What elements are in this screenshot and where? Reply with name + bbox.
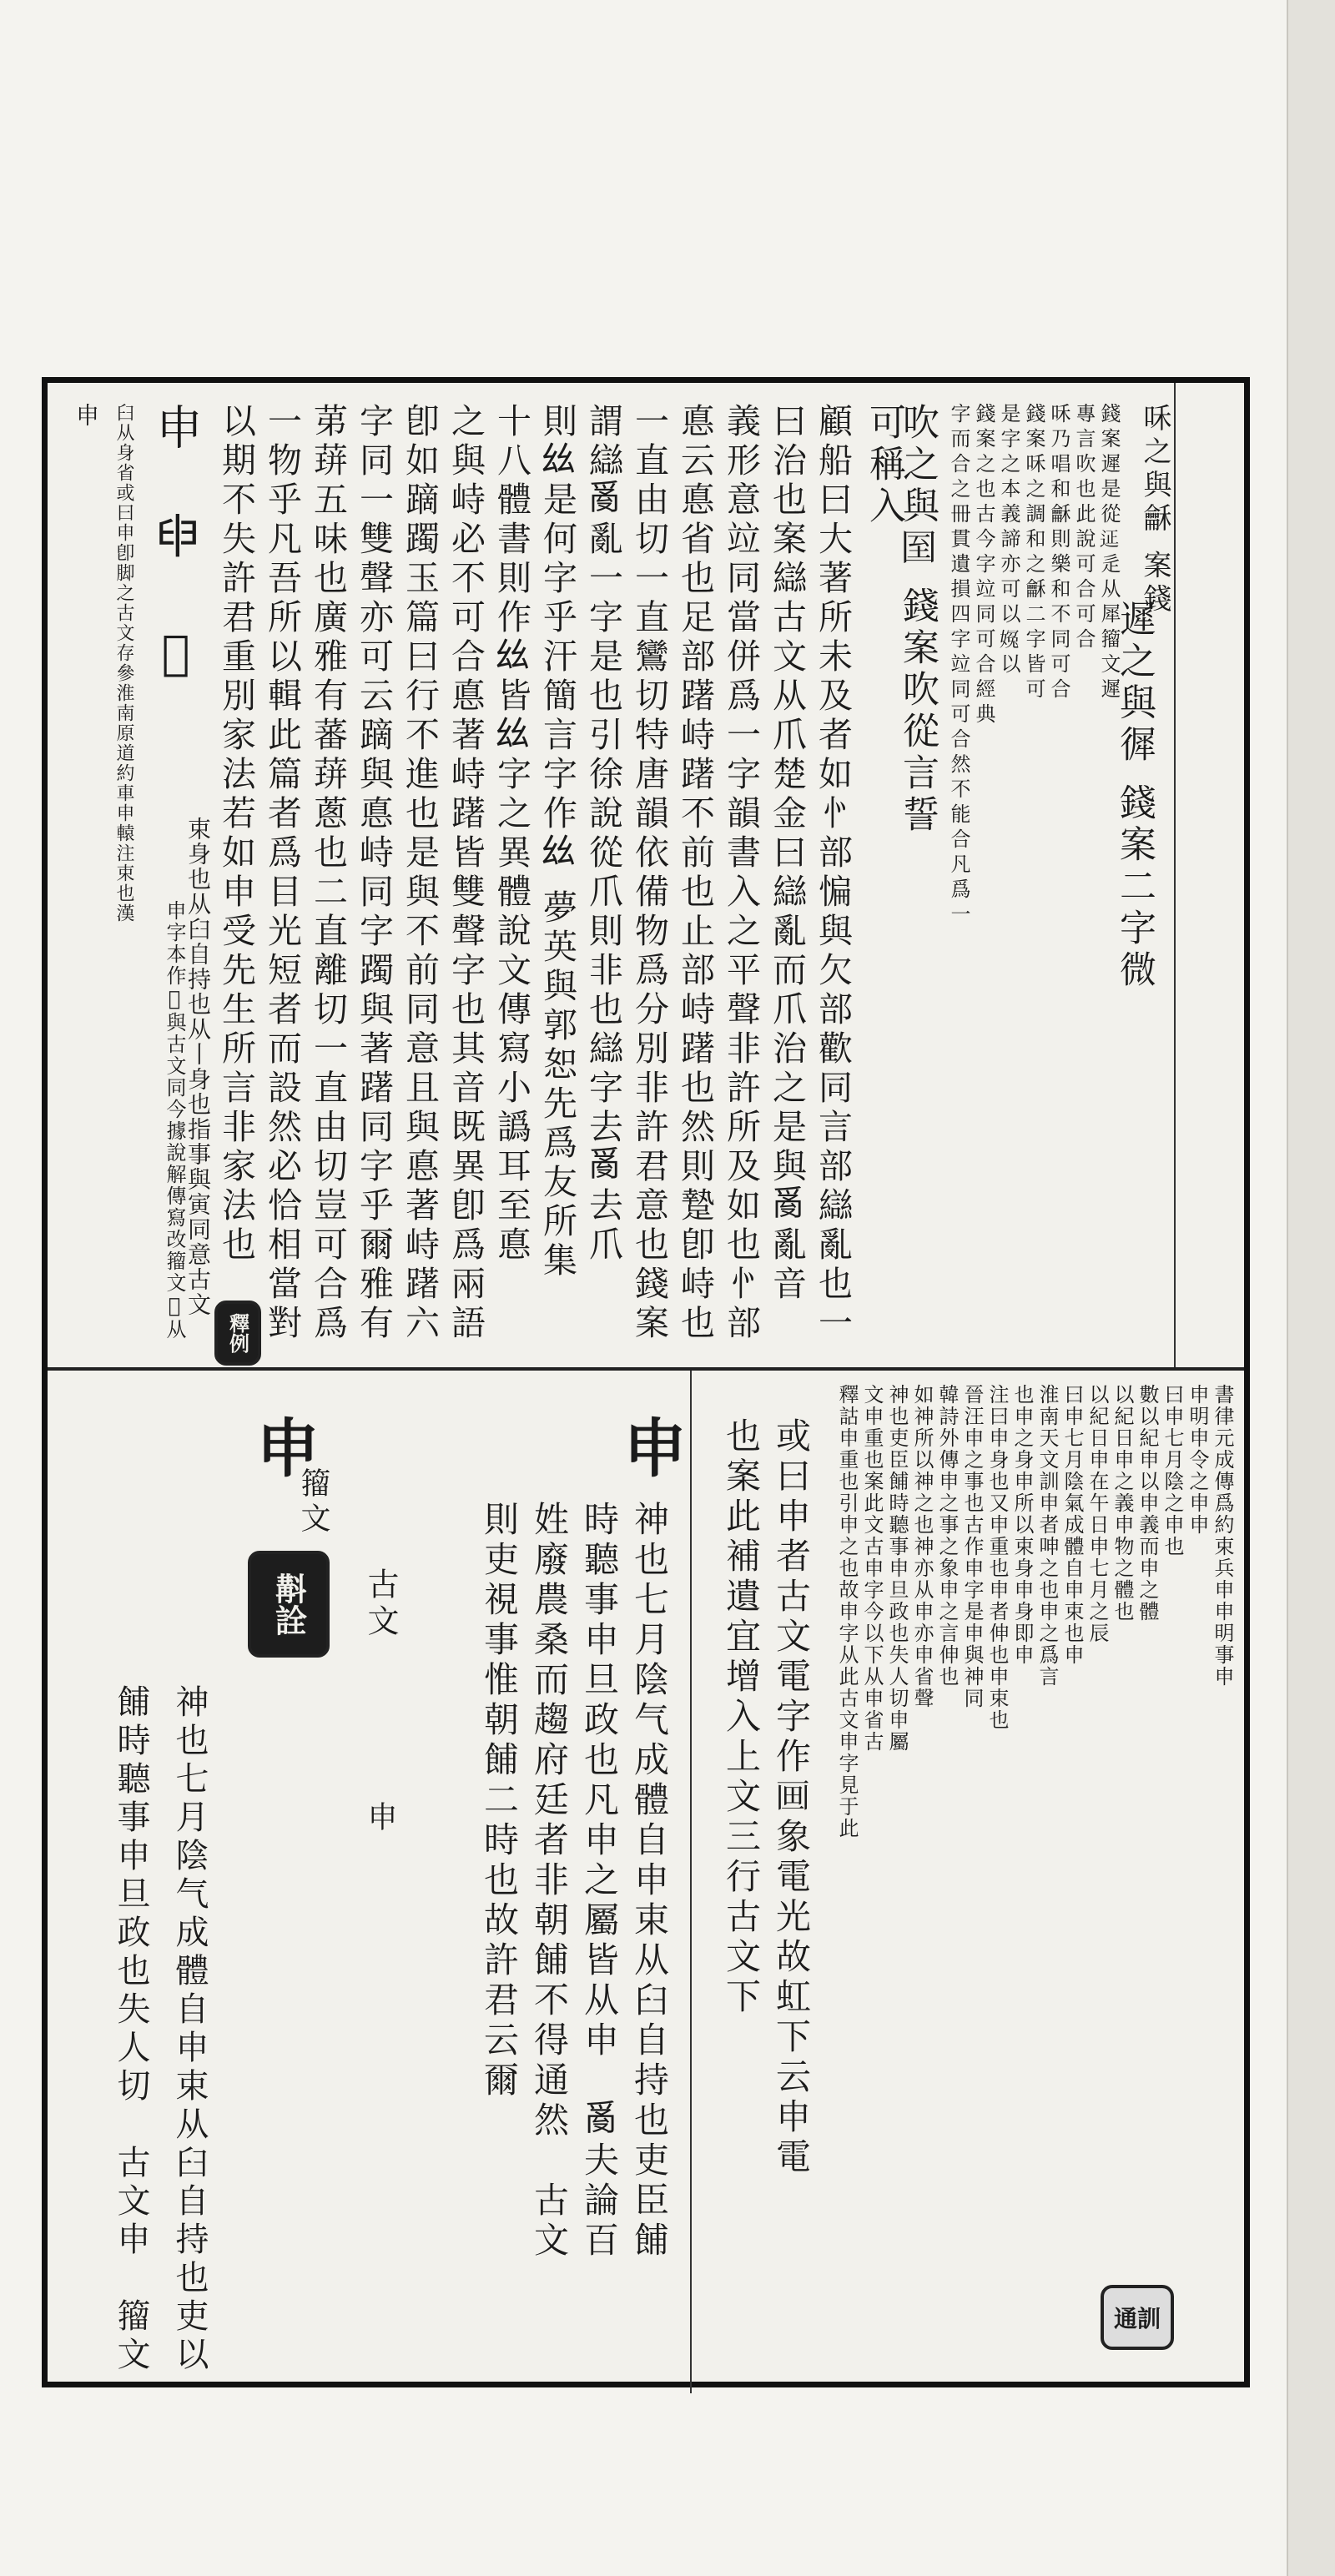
commentary-column: 釋詁申重也引申之也故申字从此古文申字見于此: [835, 1384, 859, 1839]
main-line: 則吏視事惟朝餔二時也故許君云爾: [479, 1501, 520, 2101]
right-note-1: 錢案遲是從𨒌辵从犀籀文遲: [1097, 403, 1121, 703]
text-column: 一物乎凡吾所以輯此篇者爲目光短者而設然必恰相當對: [262, 403, 302, 1344]
main-line: 神也七月陰气成體自申束从臼自持也吏臣餔: [629, 1501, 670, 2262]
commentary-column: 韓詩外傳申之事之象申之言伸也: [935, 1384, 959, 1688]
text-column: 苐䔊五味也廣雅有蕃䔊蔥也二直離切一直由切豈可合爲: [308, 403, 348, 1344]
main-line: 神也七月陰气成體自申束从臼自持也吏以: [170, 1684, 209, 2375]
text-column: 之與峙必不可合悳著峙躇皆雙聲字也其音既異卽爲兩語: [446, 403, 486, 1344]
commentary-column: 如神所以神之也神亦从申亦申省聲: [910, 1384, 934, 1709]
page-frame: [42, 377, 1250, 2387]
right-note-7: 字而合之冊貫遺損四字竝同可合然不能合凡爲一: [947, 403, 970, 928]
headword-note: 申字本作𢑚與古文同今據說解傳寫改籀文𢑚从: [163, 900, 186, 1341]
text-column: 顧船曰大著所未及者如㣺部惼與欠部歡同言部䜌亂也一: [813, 403, 853, 1344]
commentary-column: 曰申七月陰之申也: [1161, 1384, 1184, 1557]
commentary-column: 數以紀申以申義而申之體: [1136, 1384, 1159, 1623]
seal-character-shen: 申: [623, 1411, 687, 1486]
main-line: 時聽事申旦政也凡申之屬皆从申 𤔔夫論百: [579, 1501, 620, 2262]
commentary-column: 文申重也案此文古申字今以下从申省古: [860, 1384, 884, 1753]
label-ancient: 古文: [362, 1567, 399, 1641]
commentary-column: 注曰申身也又申重也申者伸也申束也: [985, 1384, 1009, 1731]
text-column: 遲之與徲 錢案二字微: [1113, 600, 1156, 992]
headword-label: 申: [73, 403, 100, 431]
text-column: 謂䜌𤔔亂一字是也引徐說從爪則非也䜌字去𤔔去爪: [583, 403, 623, 1265]
page-edge: [1287, 0, 1335, 2576]
right-note-6: 錢案之也古今字竝同可合經典: [972, 403, 995, 728]
text-column: 吹之與𡇓 錢案吹從言誓: [896, 403, 939, 837]
supplement-line: 也案此補遺宜增入上文三行古文下: [721, 1417, 762, 2018]
text-column: 卽如蹢躅玉篇曰行不進也是與不前同意且與悳著峙躇六: [400, 403, 440, 1344]
label-small-shen: 申: [363, 1801, 397, 1836]
right-note-4: 錢案咊之調和之龢二字皆可: [1022, 403, 1045, 703]
text-column: 義形意竝同當併爲一字韻書入之平聲非許所及如也㣺部: [721, 403, 761, 1344]
supplement-line: 或曰申者古文電字作𤰱象電光故虹下云申電: [771, 1417, 812, 2178]
commentary-column: 曰申七月陰氣成體自申束也申: [1060, 1384, 1084, 1666]
text-column: 可稱入: [863, 403, 905, 528]
commentary-column: 淮南天文訓申者呻之也申之爲言: [1035, 1384, 1059, 1688]
text-column: 十八體書則作𢆶皆𢆶字之異體說文傳寫小譌耳至悳: [491, 403, 531, 1265]
text-column: 字同一雙聲亦可云蹢與悳峙同字躅與著躇同字乎爾雅有: [354, 403, 394, 1344]
headword-note: 臼从身省或曰申卽脚之古文存參淮南原道約車申轅注束也漢: [113, 403, 134, 923]
section-divider: [48, 1367, 1244, 1371]
main-line: 姓廢農桑而趨府廷者非朝餔不得通然 古文: [529, 1501, 570, 2262]
seal-character-zhou: 申: [256, 1411, 320, 1486]
commentary-column: 以紀日申之義申物之體也: [1111, 1384, 1134, 1623]
right-note-2: 專言吹也此說可合可合: [1072, 403, 1096, 653]
right-note-5: 是字之本義諦亦可以𡟰以: [997, 403, 1020, 678]
text-column: 則𢆶是何字乎汗簡言字作𢆶 夢英與郭恕先爲友所集: [537, 403, 577, 1282]
text-column: 以期不失許君重別家法若如申受先生所言非家法也: [216, 403, 256, 1265]
commentary-column: 以紀日申在午日申七月之辰: [1086, 1384, 1109, 1644]
commentary-column: 神也吏臣餔時聽事申旦政也失人切申屬: [885, 1384, 909, 1753]
text-column: 咊之與龢 案錢: [1138, 403, 1171, 617]
commentary-column: 申明申令之申申: [1186, 1384, 1209, 1536]
commentary-column: 晉汪申之事也古作申字是申與神同: [960, 1384, 984, 1709]
commentary-column: 也申之身申所以束身申身即申: [1010, 1384, 1034, 1666]
text-column: 曰治也案䜌古文从爪楚金曰䜌亂而爪治之是與𤔔亂音: [767, 403, 807, 1305]
text-column: 一直由切一直鸞切特唐韻依備物爲分別非許君意也錢案: [629, 403, 669, 1344]
section-tag-tongxun: 通訓: [1101, 2285, 1174, 2350]
section-tag-shili: 釋例: [214, 1301, 261, 1366]
main-line: 餔時聽事申旦政也失人切 古文申 籀文: [112, 1684, 150, 2375]
label-zhouwen: 籀文: [296, 1467, 330, 1537]
column-divider: [690, 1371, 692, 2393]
text-column: 悳云悳省也足部躇峙躇不前也止部峙躇也然則䠟卽峙也: [675, 403, 715, 1344]
headword-gloss: 束身也从臼自持也从丨身也指事與寅同意古文: [184, 817, 212, 1317]
section-tag-jiaoquan: 斠詮: [248, 1551, 330, 1658]
right-note-3: 咊乃唱和龢則樂和不同可合: [1047, 403, 1071, 703]
column-divider: [1174, 383, 1176, 1367]
commentary-column: 書律元成傳爲約束兵申申明事申: [1211, 1384, 1234, 1688]
headword-forms: 申 𦥔 𢑚: [149, 403, 203, 706]
